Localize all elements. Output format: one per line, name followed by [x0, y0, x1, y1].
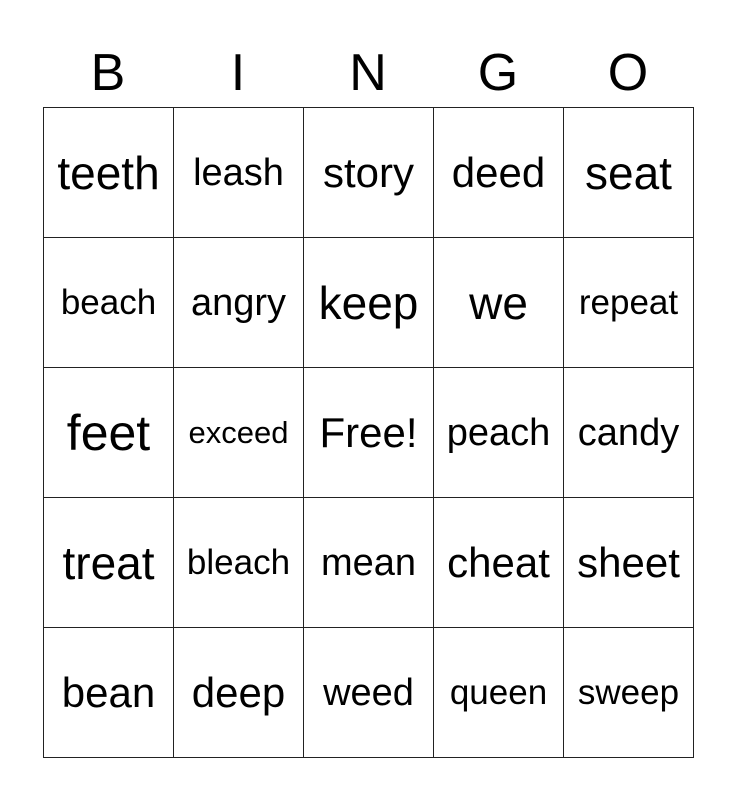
bingo-header — [43, 40, 693, 106]
bingo-cell[interactable]: sheet — [564, 498, 694, 628]
free-space[interactable]: Free! — [304, 368, 434, 498]
bingo-cell[interactable]: queen — [434, 628, 564, 758]
header-letter-g: G — [477, 44, 519, 102]
bingo-cell[interactable]: we — [434, 238, 564, 368]
bingo-board — [43, 107, 694, 758]
header-letter-i: I — [230, 44, 246, 102]
bingo-cell[interactable]: story — [304, 108, 434, 238]
bingo-cell[interactable]: bean — [44, 628, 174, 758]
bingo-cell[interactable]: feet — [44, 368, 174, 498]
bingo-cell[interactable]: candy — [564, 368, 694, 498]
bingo-cell[interactable]: keep — [304, 238, 434, 368]
bingo-cell[interactable]: repeat — [564, 238, 694, 368]
bingo-cell[interactable]: leash — [174, 108, 304, 238]
header-letter-o: O — [607, 44, 649, 102]
header-letter-n: N — [349, 44, 387, 102]
bingo-cell[interactable]: deep — [174, 628, 304, 758]
bingo-cell[interactable]: peach — [434, 368, 564, 498]
bingo-cell[interactable]: deed — [434, 108, 564, 238]
bingo-cell[interactable]: mean — [304, 498, 434, 628]
bingo-cell[interactable]: cheat — [434, 498, 564, 628]
bingo-cell[interactable]: beach — [44, 238, 174, 368]
bingo-cell[interactable]: exceed — [174, 368, 304, 498]
bingo-cell[interactable]: bleach — [174, 498, 304, 628]
bingo-cell[interactable]: seat — [564, 108, 694, 238]
bingo-cell[interactable]: sweep — [564, 628, 694, 758]
header-letter-b: B — [90, 44, 126, 102]
bingo-cell[interactable]: angry — [174, 238, 304, 368]
bingo-cell[interactable]: teeth — [44, 108, 174, 238]
bingo-cell[interactable]: treat — [44, 498, 174, 628]
bingo-cell[interactable]: weed — [304, 628, 434, 758]
